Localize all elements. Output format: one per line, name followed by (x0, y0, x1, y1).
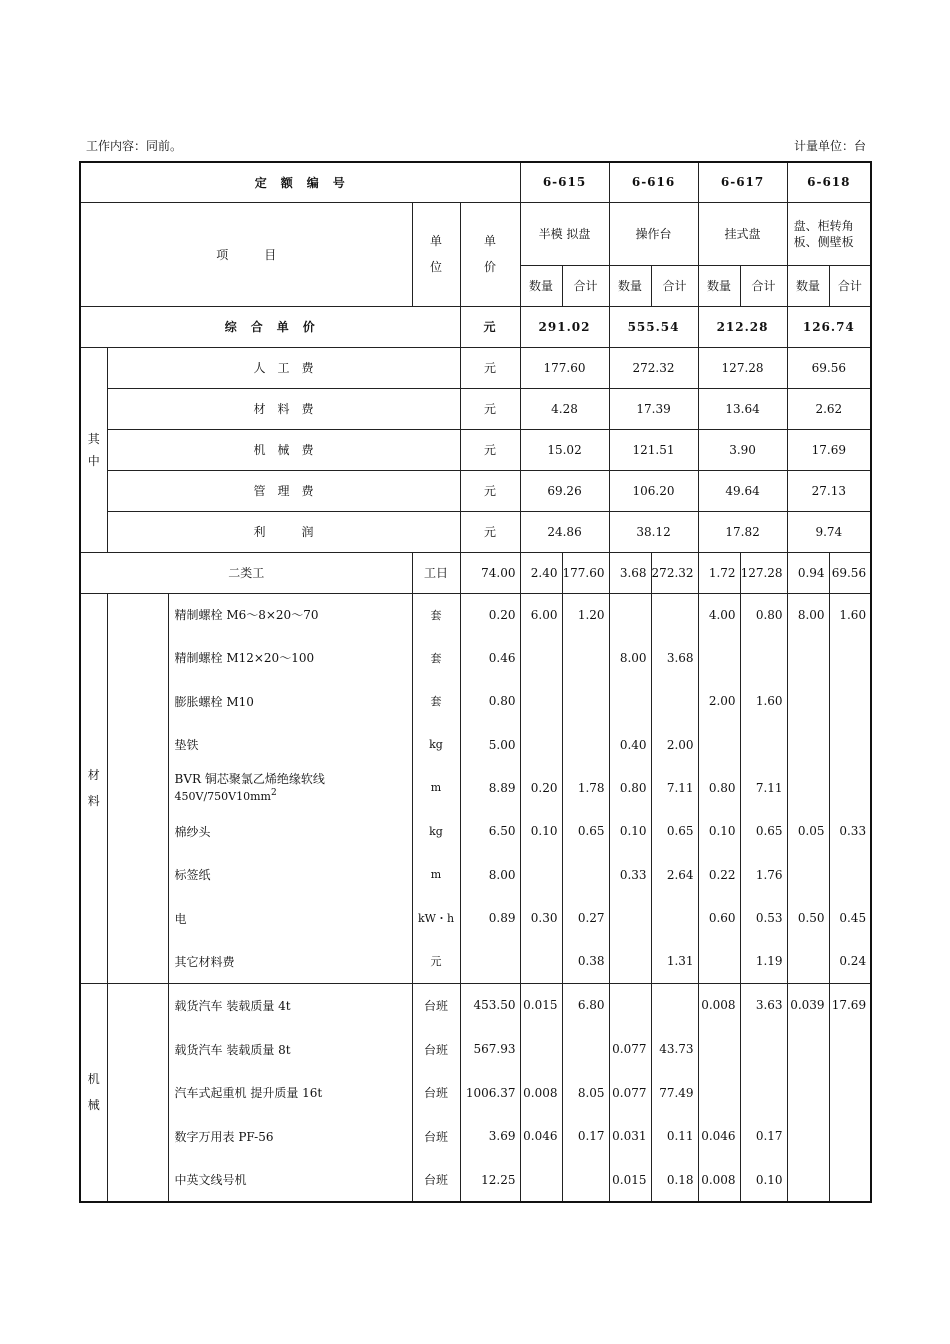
material-cell: 8.00 (609, 636, 651, 679)
machine-cell: 0.015 (520, 983, 562, 1027)
material-cell: 1.19 (740, 940, 787, 983)
material-cell: 0.45 (829, 896, 871, 940)
machine-unit: 台班 (412, 983, 460, 1027)
unit-header: 单 位 (412, 202, 460, 306)
total-price-unit: 元 (460, 306, 520, 347)
labor-label: 二类工 (80, 552, 412, 593)
quota-code: 6-617 (698, 162, 787, 202)
labor-cell: 177.60 (562, 552, 609, 593)
material-name-text: 电 (174, 911, 187, 926)
cost-row-value: 38.12 (609, 511, 698, 552)
sum-header: 合计 (651, 265, 698, 306)
machine-cell: 6.80 (562, 983, 609, 1027)
cost-row-label: 人 工 费 (107, 347, 460, 388)
material-price (460, 940, 520, 983)
material-name-text: 棉纱头 (174, 824, 211, 839)
material-cell: 6.00 (520, 593, 562, 636)
machine-group-label: 机 械 (80, 983, 107, 1202)
cost-row-value: 49.64 (698, 470, 787, 511)
machine-cell (787, 1027, 829, 1071)
quota-table-body (80, 162, 871, 1202)
sum-header: 合计 (740, 265, 787, 306)
machine-name: 数字万用表 PF-56 (168, 1114, 412, 1158)
labor-cell: 127.28 (740, 552, 787, 593)
material-cell: 0.65 (562, 809, 609, 853)
cost-row-value: 17.69 (787, 429, 871, 470)
material-cell (562, 679, 609, 723)
machine-cell: 17.69 (829, 983, 871, 1027)
cost-row-value: 69.56 (787, 347, 871, 388)
material-price: 8.00 (460, 853, 520, 896)
machine-name: 载货汽车 装载质量 4t (168, 983, 412, 1027)
material-price: 6.50 (460, 809, 520, 853)
machine-name: 载货汽车 装载质量 8t (168, 1027, 412, 1071)
material-unit: kg (412, 809, 460, 853)
machine-cell (829, 1027, 871, 1071)
qty-header: 数量 (698, 265, 740, 306)
item-header: 项 目 (80, 202, 412, 306)
cost-row-label: 材 料 费 (107, 388, 460, 429)
price-header: 单 价 (460, 202, 520, 306)
material-cell (787, 853, 829, 896)
material-unit: 元 (412, 940, 460, 983)
total-price-label: 综 合 单 价 (80, 306, 460, 347)
material-cell: 0.80 (740, 593, 787, 636)
machine-cell: 0.077 (609, 1071, 651, 1114)
machine-group-spacer (107, 983, 168, 1202)
machine-cell (787, 1071, 829, 1114)
material-cell (740, 636, 787, 679)
material-unit: kg (412, 723, 460, 766)
machine-cell: 0.10 (740, 1158, 787, 1202)
machine-cell: 0.039 (787, 983, 829, 1027)
material-cell: 1.20 (562, 593, 609, 636)
material-cell (740, 723, 787, 766)
labor-cell: 0.94 (787, 552, 829, 593)
material-name (168, 896, 412, 940)
material-name-text: 膨胀螺栓 M10 (174, 694, 254, 709)
cost-row-value: 127.28 (698, 347, 787, 388)
machine-cell: 0.015 (609, 1158, 651, 1202)
material-cell: 0.33 (829, 809, 871, 853)
material-cell: 1.60 (829, 593, 871, 636)
quota-number-label: 定 额 编 号 (80, 162, 520, 202)
material-cell: 0.65 (740, 809, 787, 853)
cost-row-value: 272.32 (609, 347, 698, 388)
material-cell: 0.20 (520, 766, 562, 809)
material-cell: 0.65 (651, 809, 698, 853)
material-price: 0.46 (460, 636, 520, 679)
material-name-text: 垫铁 (174, 738, 199, 752)
cost-row-value: 177.60 (520, 347, 609, 388)
machine-cell: 0.18 (651, 1158, 698, 1202)
item-name: 半模 拟盘 (520, 202, 609, 265)
labor-cell: 2.40 (520, 552, 562, 593)
material-name-superscript: 2 (270, 787, 277, 798)
material-cell (520, 940, 562, 983)
material-name (168, 679, 412, 723)
measurement-unit-note: 计量单位：台 (793, 139, 866, 153)
machine-price: 453.50 (460, 983, 520, 1027)
machine-cell: 0.17 (740, 1114, 787, 1158)
material-cell: 0.50 (787, 896, 829, 940)
material-name (168, 809, 412, 853)
material-name-text: 其它材料费 (174, 954, 235, 969)
machine-cell: 77.49 (651, 1071, 698, 1114)
material-group-spacer (107, 593, 168, 983)
machine-cell (562, 1158, 609, 1202)
machine-cell: 0.031 (609, 1114, 651, 1158)
material-cell: 3.68 (651, 636, 698, 679)
material-price: 5.00 (460, 723, 520, 766)
material-cell (787, 723, 829, 766)
material-cell: 0.27 (562, 896, 609, 940)
machine-price: 567.93 (460, 1027, 520, 1071)
material-name (168, 593, 412, 636)
material-cell (520, 723, 562, 766)
machine-cell: 0.008 (520, 1071, 562, 1114)
material-name-text: 精制螺栓 M12×20～100 (174, 651, 315, 665)
total-price-value: 212.28 (698, 306, 787, 347)
machine-cell (698, 1027, 740, 1071)
labor-cell: 69.56 (829, 552, 871, 593)
cost-row-value: 17.39 (609, 388, 698, 429)
material-cell: 2.64 (651, 853, 698, 896)
cost-row-unit: 元 (460, 388, 520, 429)
material-group-label: 材 料 (80, 593, 107, 983)
machine-cell: 0.046 (520, 1114, 562, 1158)
material-cell (609, 940, 651, 983)
material-name-spec: 450V/750V10mm (174, 789, 271, 803)
cost-row-value: 69.26 (520, 470, 609, 511)
labor-unit: 工日 (412, 552, 460, 593)
material-price: 0.20 (460, 593, 520, 636)
machine-name: 中英文线号机 (168, 1158, 412, 1202)
machine-cell: 0.11 (651, 1114, 698, 1158)
total-price-value: 555.54 (609, 306, 698, 347)
qty-header: 数量 (520, 265, 562, 306)
machine-price: 1006.37 (460, 1071, 520, 1114)
material-cell (698, 636, 740, 679)
material-cell: 0.10 (609, 809, 651, 853)
material-cell (829, 766, 871, 809)
material-cell: 1.76 (740, 853, 787, 896)
material-cell: 0.80 (609, 766, 651, 809)
machine-cell (698, 1071, 740, 1114)
material-cell: 0.22 (698, 853, 740, 896)
material-cell: 0.38 (562, 940, 609, 983)
sum-header: 合计 (562, 265, 609, 306)
total-price-value: 126.74 (787, 306, 871, 347)
cost-row-value: 9.74 (787, 511, 871, 552)
machine-price: 3.69 (460, 1114, 520, 1158)
material-cell (651, 593, 698, 636)
cost-row-unit: 元 (460, 429, 520, 470)
qizhong-label: 其 中 (80, 347, 107, 552)
material-price: 8.89 (460, 766, 520, 809)
material-cell (520, 853, 562, 896)
material-cell (520, 679, 562, 723)
material-cell: 0.24 (829, 940, 871, 983)
material-cell (787, 766, 829, 809)
material-price: 0.89 (460, 896, 520, 940)
material-cell (787, 636, 829, 679)
material-cell: 0.33 (609, 853, 651, 896)
cost-row-unit: 元 (460, 511, 520, 552)
cost-row-label: 机 械 费 (107, 429, 460, 470)
cost-row-value: 4.28 (520, 388, 609, 429)
labor-cell: 3.68 (609, 552, 651, 593)
cost-row-unit: 元 (460, 470, 520, 511)
material-cell (562, 636, 609, 679)
material-cell: 0.80 (698, 766, 740, 809)
machine-cell: 8.05 (562, 1071, 609, 1114)
material-cell (829, 853, 871, 896)
machine-cell: 3.63 (740, 983, 787, 1027)
quota-table (79, 161, 872, 1203)
qty-header: 数量 (609, 265, 651, 306)
material-cell (787, 940, 829, 983)
cost-row-label: 管 理 费 (107, 470, 460, 511)
item-name: 盘、柜转角板、侧壁板 (787, 202, 871, 265)
machine-cell (829, 1158, 871, 1202)
machine-cell (562, 1027, 609, 1071)
item-name: 操作台 (609, 202, 698, 265)
cost-row-value: 13.64 (698, 388, 787, 429)
machine-price: 12.25 (460, 1158, 520, 1202)
machine-cell (609, 983, 651, 1027)
machine-cell (829, 1071, 871, 1114)
machine-cell: 43.73 (651, 1027, 698, 1071)
material-unit: 套 (412, 679, 460, 723)
material-cell: 0.05 (787, 809, 829, 853)
material-cell (829, 723, 871, 766)
material-name-text: 精制螺栓 M6～8×20～70 (174, 608, 319, 623)
material-name (168, 853, 412, 896)
cost-row-value: 27.13 (787, 470, 871, 511)
material-cell: 1.60 (740, 679, 787, 723)
material-unit: 套 (412, 593, 460, 636)
material-cell: 8.00 (787, 593, 829, 636)
material-cell (787, 679, 829, 723)
cost-row-value: 2.62 (787, 388, 871, 429)
cost-row-value: 106.20 (609, 470, 698, 511)
machine-cell: 0.17 (562, 1114, 609, 1158)
machine-cell (829, 1114, 871, 1158)
machine-cell (787, 1114, 829, 1158)
material-price: 0.80 (460, 679, 520, 723)
machine-cell (740, 1071, 787, 1114)
material-cell (562, 723, 609, 766)
material-name (168, 766, 412, 809)
quota-code: 6-616 (609, 162, 698, 202)
sum-header: 合计 (829, 265, 871, 306)
total-price-value: 291.02 (520, 306, 609, 347)
material-cell: 0.10 (520, 809, 562, 853)
material-cell: 0.53 (740, 896, 787, 940)
material-name-text: BVR 铜芯聚氯乙烯绝缘软线 (174, 771, 325, 786)
cost-row-value: 3.90 (698, 429, 787, 470)
material-cell (609, 896, 651, 940)
material-cell: 1.31 (651, 940, 698, 983)
labor-cell: 272.32 (651, 552, 698, 593)
material-unit: kW・h (412, 896, 460, 940)
machine-unit: 台班 (412, 1158, 460, 1202)
material-cell: 2.00 (698, 679, 740, 723)
labor-cell: 1.72 (698, 552, 740, 593)
cost-row-value: 24.86 (520, 511, 609, 552)
work-content-note: 工作内容：同前。 (86, 139, 183, 153)
cost-row-label: 利 润 (107, 511, 460, 552)
machine-cell: 0.008 (698, 1158, 740, 1202)
item-name: 挂式盘 (698, 202, 787, 265)
material-cell (609, 593, 651, 636)
machine-name: 汽车式起重机 提升质量 16t (168, 1071, 412, 1114)
material-name (168, 636, 412, 679)
material-name-text: 标签纸 (174, 868, 211, 882)
qty-header: 数量 (787, 265, 829, 306)
machine-unit: 台班 (412, 1114, 460, 1158)
material-name (168, 723, 412, 766)
material-cell: 7.11 (740, 766, 787, 809)
quota-code: 6-615 (520, 162, 609, 202)
material-cell (698, 723, 740, 766)
machine-cell (520, 1158, 562, 1202)
labor-price: 74.00 (460, 552, 520, 593)
machine-cell (740, 1027, 787, 1071)
cost-row-unit: 元 (460, 347, 520, 388)
cost-row-value: 17.82 (698, 511, 787, 552)
material-cell (829, 636, 871, 679)
machine-cell (787, 1158, 829, 1202)
machine-cell: 0.046 (698, 1114, 740, 1158)
machine-unit: 台班 (412, 1027, 460, 1071)
machine-cell (651, 983, 698, 1027)
material-cell (829, 679, 871, 723)
machine-cell: 0.008 (698, 983, 740, 1027)
material-name (168, 940, 412, 983)
cost-row-value: 15.02 (520, 429, 609, 470)
material-cell (609, 679, 651, 723)
material-cell (651, 679, 698, 723)
material-cell: 0.40 (609, 723, 651, 766)
material-cell: 0.60 (698, 896, 740, 940)
cost-row-value: 121.51 (609, 429, 698, 470)
material-cell: 0.10 (698, 809, 740, 853)
material-cell (520, 636, 562, 679)
material-cell (651, 896, 698, 940)
material-unit: 套 (412, 636, 460, 679)
material-cell: 1.78 (562, 766, 609, 809)
machine-unit: 台班 (412, 1071, 460, 1114)
material-cell: 0.30 (520, 896, 562, 940)
material-cell: 4.00 (698, 593, 740, 636)
machine-cell: 0.077 (609, 1027, 651, 1071)
machine-cell (520, 1027, 562, 1071)
material-cell (698, 940, 740, 983)
quota-code: 6-618 (787, 162, 871, 202)
material-unit: m (412, 766, 460, 809)
material-cell: 2.00 (651, 723, 698, 766)
material-unit: m (412, 853, 460, 896)
material-cell (562, 853, 609, 896)
material-cell: 7.11 (651, 766, 698, 809)
